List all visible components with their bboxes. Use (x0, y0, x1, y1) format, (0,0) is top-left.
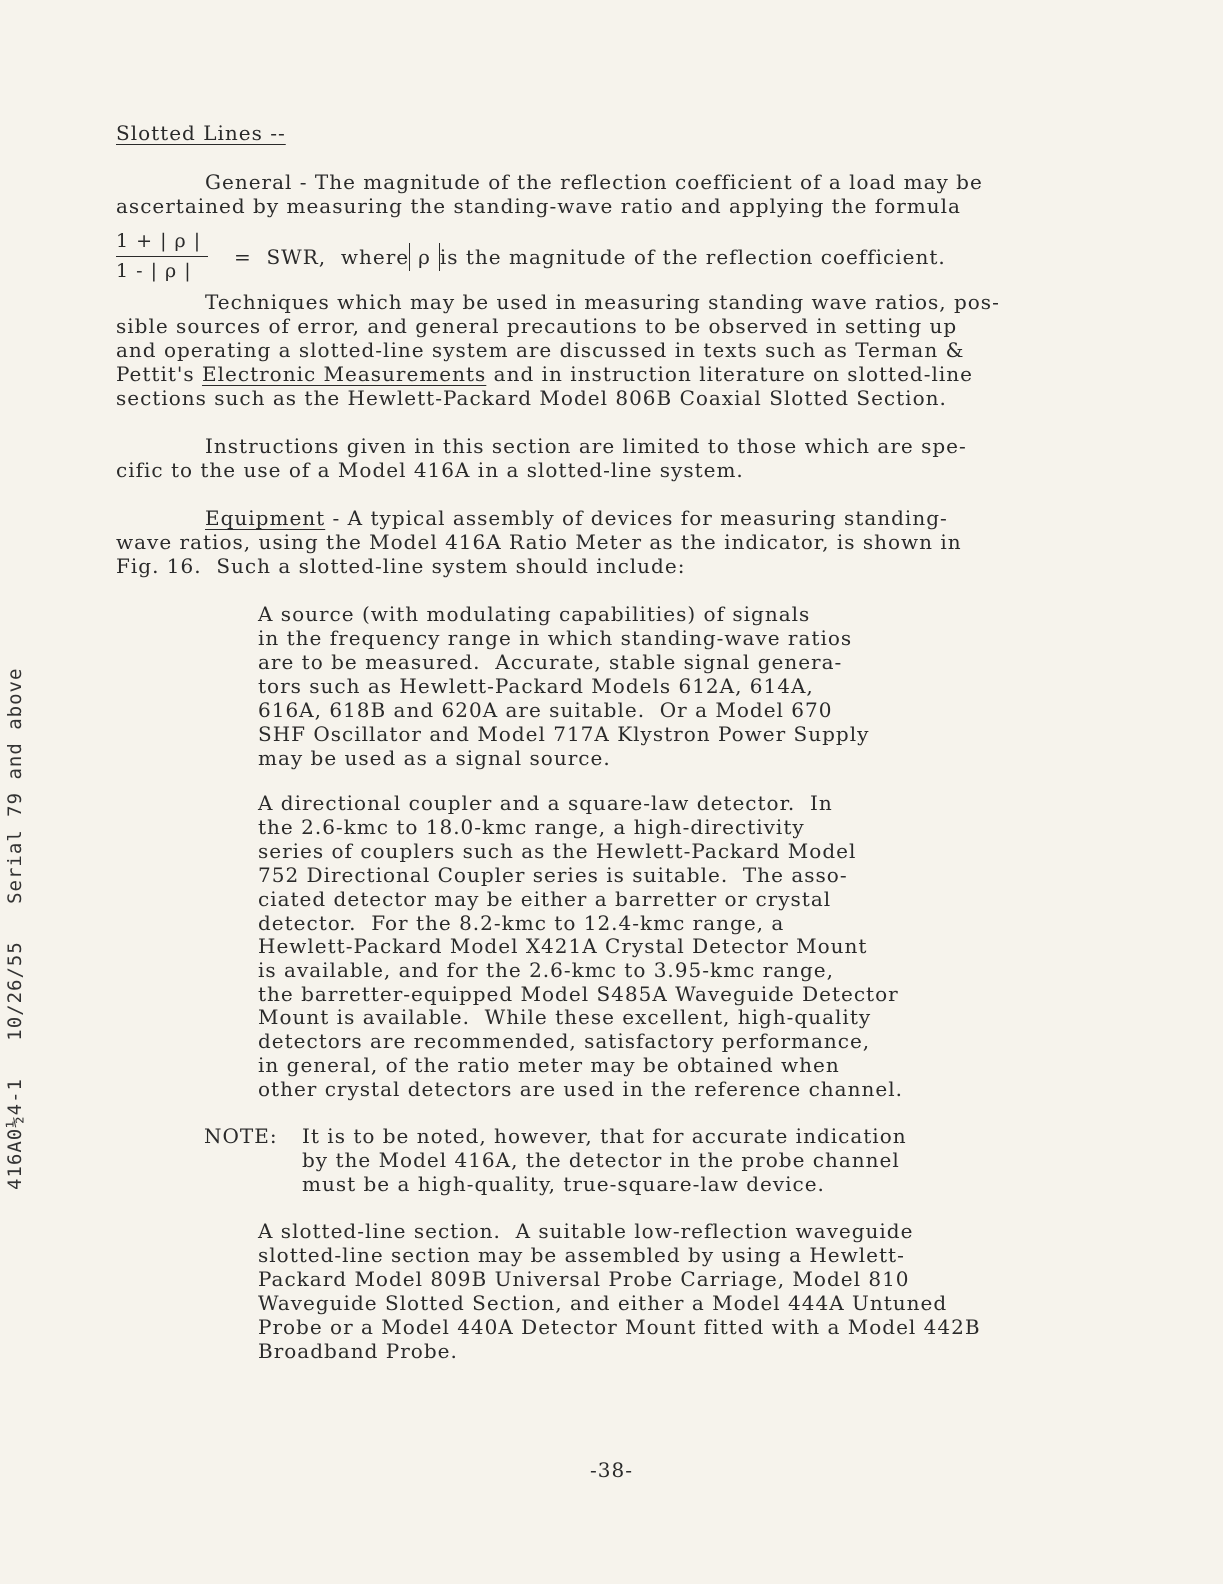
slotted-item-line: Packard Model 809B Universal Probe Carriage, Model 810 (258, 1267, 910, 1291)
side-margin-note: 416A0½4-1 10/26/55 Serial 79 and above (4, 667, 26, 1190)
note-label: NOTE: (204, 1124, 278, 1148)
coupler-item-line: other crystal detectors are used in the reference channel. (258, 1077, 903, 1101)
formula-text (234, 243, 946, 271)
source-item-line: tors such as Hewlett-Packard Models 612A, 614A, (258, 674, 814, 698)
fraction-denominator: 1 - | ρ | (116, 260, 192, 282)
instructions-line-2: cific to the use of a Model 416A in a slotted-line system. (116, 458, 744, 482)
techniques-line-4 (116, 362, 973, 386)
formula-rest: is the magnitude of the reflection coefficient. (439, 245, 946, 269)
slotted-item-line: Waveguide Slotted Section, and either a Model 444A Untuned (258, 1291, 948, 1315)
coupler-item-line: the barretter-equipped Model S485A Waveguide Detector (258, 982, 899, 1006)
slotted-item-line: Probe or a Model 440A Detector Mount fitted with a Model 442B (258, 1315, 981, 1339)
equipment-label: Equipment (205, 506, 326, 530)
slotted-item-line: A slotted-line section. A suitable low-reflection waveguide (258, 1219, 914, 1243)
techniques-line-5: sections such as the Hewlett-Packard Model 806B Coaxial Slotted Section. (116, 386, 947, 410)
equipment-line-3: Fig. 16. Such a slotted-line system should include: (116, 554, 686, 578)
general-line-1-text: - The magnitude of the reflection coefficient of a load may be (292, 170, 983, 194)
general-line-2: ascertained by measuring the standing-wave ratio and applying the formula (116, 194, 961, 218)
coupler-item-line: the 2.6-kmc to 18.0-kmc range, a high-directivity (258, 815, 805, 839)
source-item-line: A source (with modulating capabilities) of signals (258, 602, 811, 626)
slotted-item-line: slotted-line section may be assembled by using a Hewlett- (258, 1243, 905, 1267)
equipment-line-2: wave ratios, using the Model 416A Ratio Meter as the indicator, is shown in (116, 530, 962, 554)
fraction-numerator: 1 + | ρ | (116, 230, 202, 252)
rho-magnitude: ρ (409, 243, 440, 271)
book-title: Electronic Measurements (202, 362, 487, 386)
source-item-line: are to be measured. Accurate, stable signal genera- (258, 650, 843, 674)
page-number: -38- (590, 1458, 633, 1482)
techniques-line-4-pre: Pettit's (116, 362, 203, 386)
source-item-line: SHF Oscillator and Model 717A Klystron Power Supply (258, 722, 870, 746)
techniques-line-3: and operating a slotted-line system are discussed in texts such as Terman & (116, 338, 965, 362)
section-heading: Slotted Lines -- (116, 121, 286, 145)
coupler-item-line: Mount is available. While these excellent, high-quality (258, 1005, 872, 1029)
techniques-line-4-post: and in instruction literature on slotted-line (486, 362, 973, 386)
source-item-line: 616A, 618B and 620A are suitable. Or a Model 670 (258, 698, 833, 722)
general-label: General (205, 170, 293, 194)
instructions-line-1: Instructions given in this section are limited to those which are spe- (205, 434, 967, 458)
general-line-1 (205, 170, 983, 194)
equipment-line-1-text: - A typical assembly of devices for measuring standing- (325, 506, 948, 530)
techniques-line-1: Techniques which may be used in measuring standing wave ratios, pos- (205, 290, 1000, 314)
coupler-item-line: detector. For the 8.2-kmc to 12.4-kmc range, a (258, 911, 785, 935)
fraction-bar (116, 256, 208, 257)
source-item-line: may be used as a signal source. (258, 746, 611, 770)
coupler-item-line: ciated detector may be either a barretter or crystal (258, 887, 832, 911)
coupler-item-line: 752 Directional Coupler series is suitable. The asso- (258, 863, 848, 887)
coupler-item-line: in general, of the ratio meter may be obtained when (258, 1053, 840, 1077)
coupler-item-line: Hewlett-Packard Model X421A Crystal Detector Mount (258, 934, 868, 958)
slotted-item-line: Broadband Probe. (258, 1339, 458, 1363)
coupler-item-line: detectors are recommended, satisfactory performance, (258, 1029, 871, 1053)
techniques-line-2: sible sources of error, and general precautions to be observed in setting up (116, 314, 958, 338)
coupler-item-line: A directional coupler and a square-law detector. In (258, 791, 833, 815)
swr-fraction (116, 230, 212, 284)
note-line-2: by the Model 416A, the detector in the probe channel (302, 1148, 900, 1172)
source-item-line: in the frequency range in which standing-wave ratios (258, 626, 853, 650)
formula-equals: = SWR, where (234, 245, 410, 269)
equipment-line-1 (205, 506, 948, 530)
note-line-3: must be a high-quality, true-square-law device. (302, 1172, 825, 1196)
note-line-1: It is to be noted, however, that for accurate indication (302, 1124, 907, 1148)
coupler-item-line: series of couplers such as the Hewlett-Packard Model (258, 839, 857, 863)
coupler-item-line: is available, and for the 2.6-kmc to 3.95-kmc range, (258, 958, 835, 982)
